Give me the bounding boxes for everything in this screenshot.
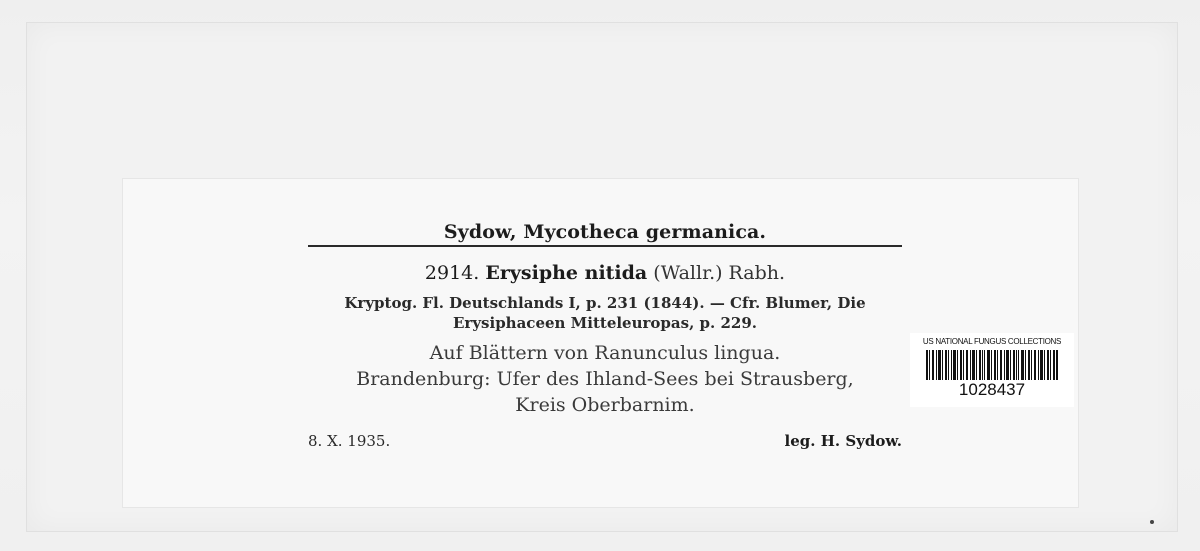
reference-line-1: Kryptog. Fl. Deutschlands I, p. 231 (1844). — Cfr. Blumer, Die xyxy=(344,294,866,312)
collection-date: 8. X. 1935. xyxy=(308,432,391,450)
locality-line-1: Brandenburg: Ufer des Ihland-Sees bei Strausberg, xyxy=(356,368,854,390)
exsiccata-title: Sydow, Mycotheca germanica. xyxy=(443,221,767,243)
title-rule xyxy=(308,245,902,247)
locality-line-2: Kreis Oberbarnim. xyxy=(515,394,695,416)
host-line: Auf Blättern von Ranunculus lingua. xyxy=(429,342,781,364)
reference-line-2: Erysiphaceen Mitteleuropas, p. 229. xyxy=(453,314,757,332)
species-author: (Wallr.) Rabh. xyxy=(653,262,786,284)
species-line xyxy=(308,262,902,284)
barcode-icon xyxy=(926,350,1058,380)
barcode-sticker xyxy=(910,333,1074,407)
species-number: 2914. xyxy=(424,262,480,284)
barcode-header: US NATIONAL FUNGUS COLLECTIONS xyxy=(922,337,1062,346)
species-name: Erysiphe nitida xyxy=(485,262,648,284)
barcode-number: 1028437 xyxy=(958,380,1026,399)
corner-mark xyxy=(1150,520,1154,524)
collector: leg. H. Sydow. xyxy=(784,432,902,450)
